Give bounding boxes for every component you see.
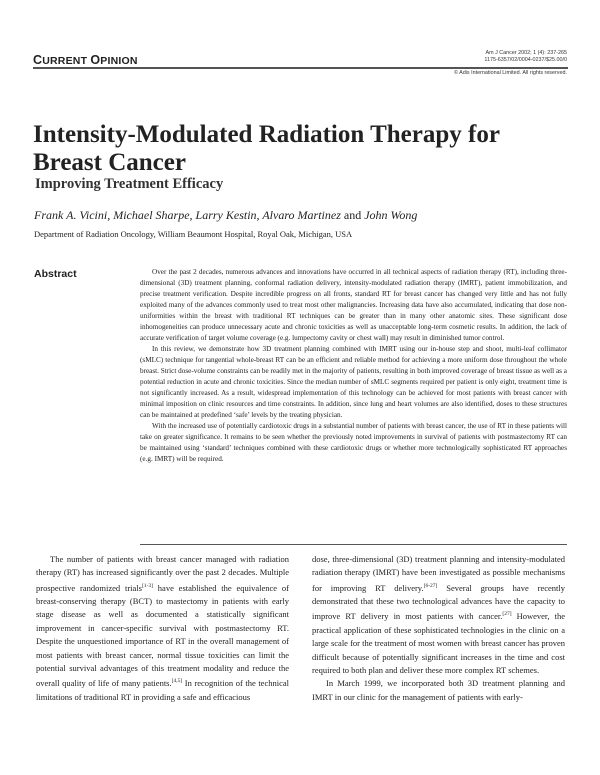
author-affiliation: Department of Radiation Oncology, William Beaumont Hospital, Royal Oak, Michigan, USA xyxy=(34,229,353,239)
body-paragraph: In March 1999, we incorporated both 3D treatment planning and IMRT in our clinic for the management of patients with early- xyxy=(312,678,565,702)
article-title: Intensity-Modulated Radiation Therapy for Breast Cancer xyxy=(33,121,500,176)
citation-ref: [6-27] xyxy=(423,582,438,589)
citation-line: 1175-6357/02/0004-0237/$25.00/0 xyxy=(484,57,567,64)
citation-ref: [1-3] xyxy=(141,582,153,589)
author-name: Alvaro Martinez xyxy=(262,208,341,222)
body-paragraph: The number of patients with breast cancer managed with radiation therapy (RT) has increased significantly over the past 2 decades. Multiple prospective randomized trials[1-3] have established the equivalence of breast-conserving therapy (BCT) to mastectomy in patients with early stage disease as well as documented a statistically significant improvement in cancer-specific survival with postmastectomy RT. Despite the unquestioned importance of RT in the overall management of most patients with breast cancer, normal tissue toxicities can limit the potential survival advantages of this treatment modality and reduce the overall quality of life of many patients.[4,5] In recognition of the technical limitations of traditional RT in providing a safe and efficacious xyxy=(36,554,289,702)
body-column-right xyxy=(312,553,565,704)
citation-line: Am J Cancer 2002; 1 (4): 237-265 xyxy=(485,50,567,56)
citation-ref: [27] xyxy=(502,611,512,618)
journal-name: CURRENT OPINION xyxy=(33,53,138,67)
author-name: Frank A. Vicini, xyxy=(34,208,114,222)
author-name: Larry Kestin, xyxy=(195,208,263,222)
author-conjunction: and xyxy=(340,208,365,222)
abstract-heading: Abstract xyxy=(34,268,77,280)
copyright-notice: © Adis International Limited. All rights reserved. xyxy=(453,70,567,76)
body-paragraph: dose, three-dimensional (3D) treatment planning and intensity-modulated radiation therapy (IMRT) have been investigated as possible mechanisms for improving RT delivery.[6-27] Several groups have recently demonstrated that these two technological advances have the capacity to improve RT delivery in most patients with cancer.[27] However, the practical application of these sophisticated technologies in the clinic on a large scale for the treatment of most women with breast cancer has proven difficult because of potentially significant increases in the time and cost required to both plan and deliver these more complex RT schemes. xyxy=(312,554,565,675)
author-name: Michael Sharpe, xyxy=(113,208,196,222)
abstract-divider xyxy=(140,544,567,545)
body-column-left xyxy=(36,553,289,704)
author-name: John Wong xyxy=(364,208,418,222)
journal-citation xyxy=(484,50,567,65)
citation-ref: [4,5] xyxy=(171,678,183,685)
header-divider xyxy=(33,67,568,69)
author-list xyxy=(34,208,417,223)
abstract-paragraph: With the increased use of potentially cardiotoxic drugs in a substantial number of patients with breast cancer, the use of RT in these patients will take on greater significance. It remains to be seen whether the previously noted improvements in survival of patients with postmastectomy RT can be maintained using ‘standard’ techniques combined with these cardiotoxic drugs or whether more technologically sophisticated RT approaches (e.g. IMRT) will be required. xyxy=(140,422,567,463)
abstract-paragraph: In this review, we demonstrate how 3D treatment planning combined with IMRT using our in-house step and shoot, multi-leaf collimator (sMLC) technique for tangential whole-breast RT can be an efficient and reliable method for achieving a more uniform dose throughout the whole breast. Strict dose-volume constraints can be readily met in the majority of patients, resulting in both improved coverage of breast tissue as well as a potential reduction in acute and chronic toxicities. Since the median number of sMLC segments required per patient is only eight, treatment time is not significantly increased. As a result, widespread implementation of this technology can be achieved for most patients with breast cancer with minimal imposition on clinic resources and time constraints. In addition, since lung and heart volumes are also identified, doses to these structures can be maintained at predefined ‘safe’ levels by the treating physician. xyxy=(140,345,567,419)
article-subtitle: Improving Treatment Efficacy xyxy=(35,176,224,192)
abstract-paragraph: Over the past 2 decades, numerous advances and innovations have occurred in all technical aspects of radiation therapy (RT), including three-dimensional (3D) treatment planning, conformal radiation delivery, intensity-modulated radiation therapy (IMRT), patient immobilization, and precise treatment verification. Despite incredible progress on all fronts, standard RT for breast cancer has changed very little and has not fully exploited many of the advances commonly used to treat most other malignancies. Increasing data have also accumulated, indicating that dose non-uniformities within the breast with traditional RT techniques can be greater than in many other anatomic sites. These significant dose inhomogeneities can produce unnecessary acute and chronic toxicities as well as unacceptable long-term cosmetic results. In addition, the lack of accurate verification of target volume coverage (e.g. lumpectomy cavity or chest wall) may result in diminished tumor control. xyxy=(140,268,567,342)
abstract-body xyxy=(140,267,567,465)
